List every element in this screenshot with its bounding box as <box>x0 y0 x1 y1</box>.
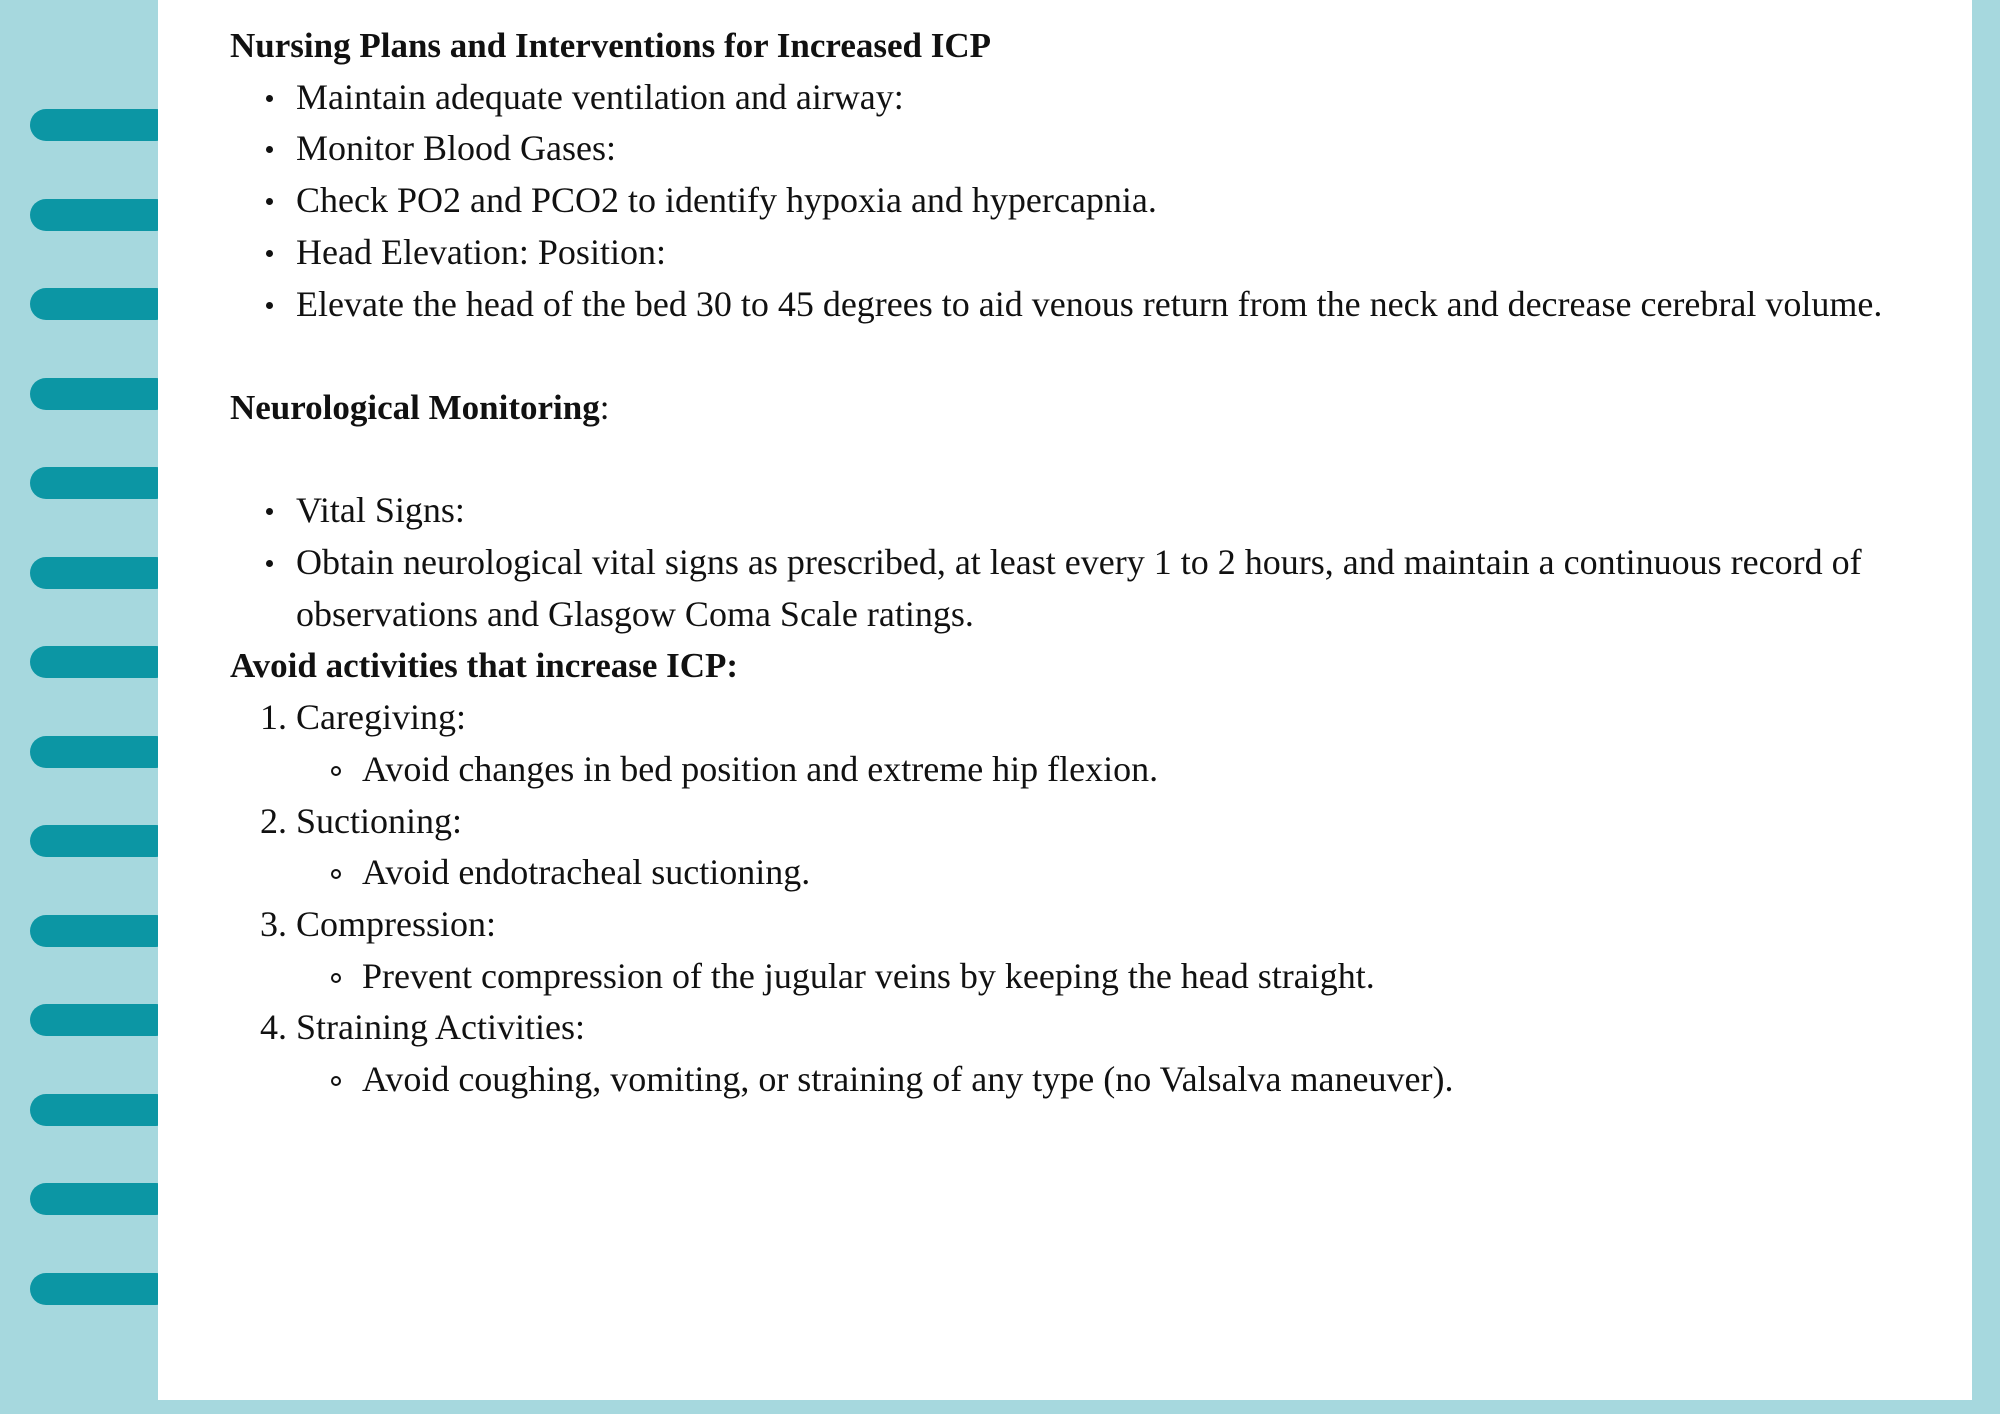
list-item: Monitor Blood Gases: <box>230 123 1960 175</box>
item-number: 3. <box>260 903 287 944</box>
document-content <box>230 20 1960 1106</box>
list-item: Check PO2 and PCO2 to identify hypoxia and hypercapnia. <box>230 175 1960 227</box>
neuro-monitoring-list <box>230 485 1960 640</box>
sub-list-item: Avoid changes in bed position and extreme hip flexion. <box>296 744 1960 796</box>
numbered-item <box>230 796 1960 899</box>
numbered-item <box>230 692 1960 795</box>
heading-colon: : <box>599 387 610 427</box>
list-item: Elevate the head of the bed 30 to 45 degrees to aid venous return from the neck and decrease cerebral volume. <box>230 279 1960 331</box>
section-heading-avoid-activities: Avoid activities that increase ICP: <box>230 646 739 686</box>
item-number: 4. <box>260 1007 287 1048</box>
sub-list-item: Avoid endotracheal suctioning. <box>296 847 1960 899</box>
icp-interventions-list <box>230 72 1960 331</box>
item-label: Caregiving: <box>296 697 466 738</box>
list-item: Obtain neurological vital signs as prescribed, at least every 1 to 2 hours, and maintain a continuous record of observations and Glasgow Coma Scale ratings. <box>230 537 1960 640</box>
section-heading-neuro-monitoring <box>230 382 1960 434</box>
item-label: Suctioning: <box>296 800 463 841</box>
list-item: Vital Signs: <box>230 485 1960 537</box>
heading-text: Neurological Monitoring <box>230 387 600 427</box>
item-label: Straining Activities: <box>296 1007 585 1048</box>
sub-list <box>296 744 1960 796</box>
numbered-item <box>230 1002 1960 1105</box>
sub-list <box>296 1054 1960 1106</box>
avoid-activities-list <box>230 692 1960 1106</box>
item-number: 1. <box>260 697 287 738</box>
sub-list <box>296 951 1960 1003</box>
spacer <box>230 434 1960 486</box>
list-item: Head Elevation: Position: <box>230 227 1960 279</box>
list-item: Maintain adequate ventilation and airway: <box>230 72 1960 124</box>
numbered-item <box>230 899 1960 1002</box>
sub-list <box>296 847 1960 899</box>
section-heading-icp-interventions: Nursing Plans and Interventions for Increased ICP <box>230 26 991 65</box>
sub-list-item: Avoid coughing, vomiting, or straining of any type (no Valsalva maneuver). <box>296 1054 1960 1106</box>
item-number: 2. <box>260 800 287 841</box>
spacer <box>230 330 1960 382</box>
sub-list-item: Prevent compression of the jugular veins by keeping the head straight. <box>296 951 1960 1003</box>
item-label: Compression: <box>296 903 497 944</box>
